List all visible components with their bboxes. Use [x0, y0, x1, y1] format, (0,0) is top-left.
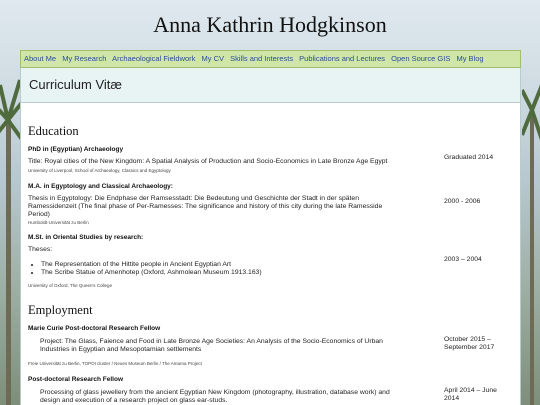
education-date-ma: 2000 - 2006 — [444, 198, 481, 205]
main-content — [20, 103, 521, 405]
list-item: • The Scribe Statue of Amenhotep (Oxford, Ashmolean Museum 1913.163) — [41, 269, 262, 277]
education-degree-ma: M.A. in Egyptology and Classical Archaeology: — [28, 183, 173, 190]
education-text-ma-line2: Ramessidenzeit (The final phase of Per-Ramesses: The significance and history of this city during the late Ramesside — [28, 203, 383, 210]
education-institution-mst: University of Oxford, The Queen's College — [28, 283, 113, 288]
employment-date-postdoc-line1: April 2014 – June — [444, 387, 497, 394]
nav-item-open-source-gis[interactable]: Open Source GIS — [391, 54, 451, 63]
list-item: • The Representation of the Hittite people in Ancient Egyptian Art — [41, 261, 262, 269]
page-title: Curriculum Vitæ — [29, 77, 122, 92]
education-intro-mst: Theses: — [28, 246, 53, 253]
education-date-mst: 2003 – 2004 — [444, 256, 482, 263]
education-degree-phd: PhD in (Egyptian) Archaeology — [28, 146, 124, 153]
nav-item-my-cv[interactable]: My CV — [201, 54, 225, 63]
employment-date-marie-curie-line1: October 2015 – — [444, 336, 491, 343]
employment-institution-marie-curie: Freie Universität zu Berlin, TOPOI cluster / Neues Museum Berlin / The Amarna Project — [28, 361, 202, 366]
employment-text-postdoc-line1: Processing of glass jewellery from the ancient Egyptian New Kingdom (photography, illustration, database work) and — [40, 389, 390, 396]
education-theses-list — [41, 261, 262, 277]
education-degree-mst: M.St. in Oriental Studies by research: — [28, 234, 144, 241]
education-date-phd: Graduated 2014 — [444, 154, 494, 161]
section-title-employment: Employment — [28, 303, 93, 317]
site-title: Anna Kathrin Hodgkinson — [153, 12, 387, 37]
education-text-ma-line3: Period) — [28, 211, 50, 218]
employment-date-marie-curie-line2: September 2017 — [444, 344, 495, 351]
employment-text-marie-curie-line2: Industries in Egyptian and Mesopotamian settlements — [40, 346, 202, 353]
section-title-education: Education — [28, 124, 79, 138]
employment-date-postdoc-line2: 2014 — [444, 395, 460, 402]
education-text-phd: Title: Royal cities of the New Kingdom: A Spatial Analysis of Production and Socio-Economics in Late Bronze Age Egypt — [28, 158, 388, 165]
education-text-ma-line1: Thesis in Egyptology: Die Endphase der Ramsesstadt: Die Bedeutung und Geschichte der Stadt in der späten — [28, 195, 359, 202]
education-institution-phd: University of Liverpool, School of Archaeology, Classics and Egyptology — [28, 168, 171, 173]
nav-item-skills-and-interests[interactable]: Skills and Interests — [230, 54, 294, 63]
main-nav — [20, 50, 521, 68]
page-header — [20, 68, 521, 103]
nav-item-about-me[interactable]: About Me — [24, 54, 57, 63]
nav-item-my-research[interactable]: My Research — [62, 54, 107, 63]
nav-item-my-blog[interactable]: My Blog — [456, 54, 484, 63]
nav-item-archaeological-fieldwork[interactable]: Archaeological Fieldwork — [112, 54, 196, 63]
palm-tree-right-image — [522, 40, 540, 405]
nav-item-publications-and-lectures[interactable]: Publications and Lectures — [299, 54, 386, 63]
employment-position-marie-curie: Marie Curie Post-doctoral Research Fellow — [28, 325, 161, 332]
education-institution-ma: Humboldt-Universität zu Berlin — [28, 220, 89, 225]
employment-position-postdoc: Post-doctoral Research Fellow — [28, 376, 123, 383]
employment-text-postdoc-line2: design and execution of a research project on glass ear-studs. — [40, 397, 228, 404]
employment-text-marie-curie-line1: Project: The Glass, Faience and Food in Late Bronze Age Societies: An Analysis of the Socio-Economics of Urban — [40, 338, 383, 345]
